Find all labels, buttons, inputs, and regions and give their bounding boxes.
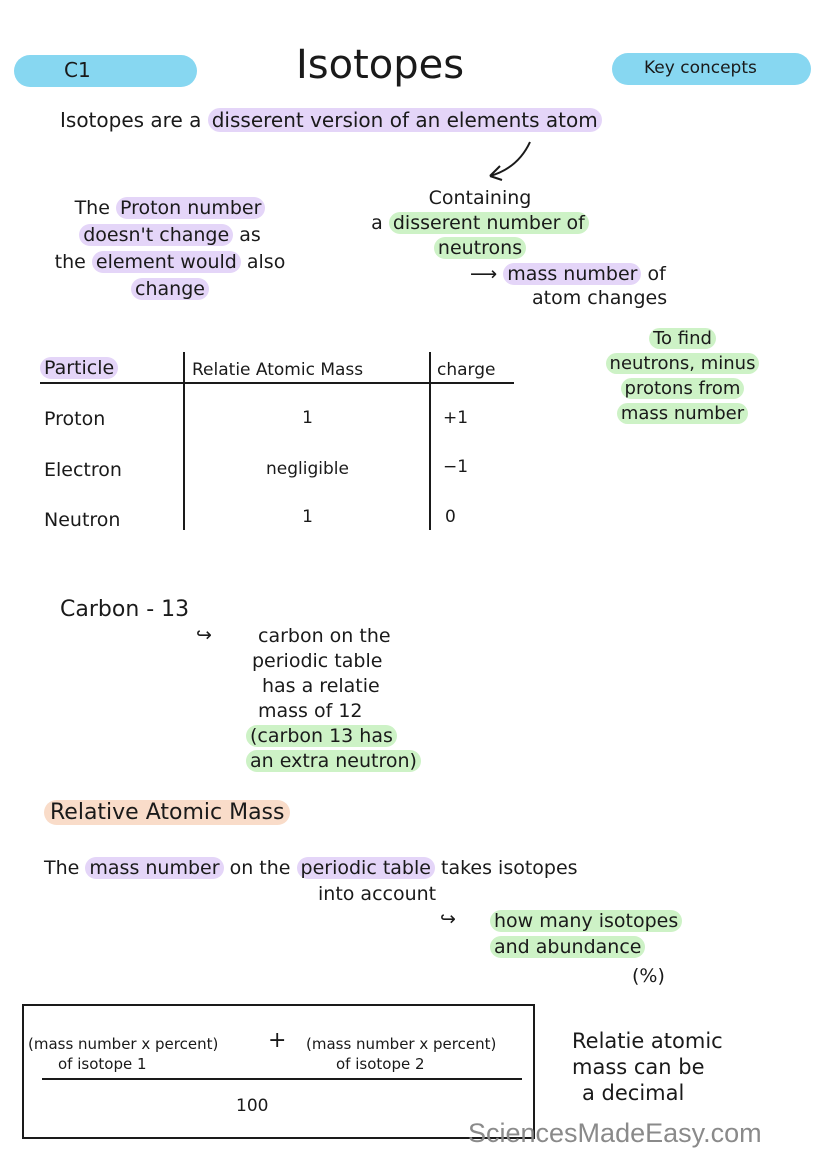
table-cell: 1 xyxy=(302,507,313,527)
table-header-particle: Particle xyxy=(40,357,118,379)
formula-plus: + xyxy=(268,1028,287,1053)
ram-sentence-line1: The mass number on the periodic table takes isotopes xyxy=(44,857,578,879)
page-title: Isotopes xyxy=(296,42,465,88)
table-header-rule xyxy=(40,382,514,384)
key-concepts-label: Key concepts xyxy=(644,58,757,78)
watermark: SciencesMadeEasy.com xyxy=(468,1118,762,1148)
ram-note: how many isotopes and abundance xyxy=(490,908,682,960)
neutron-note-line2: a disserent number of xyxy=(350,211,610,236)
proton-note-line1: The Proton number xyxy=(30,195,310,222)
mass-change-note: ⟶ mass number of atom changes xyxy=(470,263,668,309)
table-cell: 0 xyxy=(445,507,456,527)
find-neutrons-note: To find neutrons, minus protons from mass number xyxy=(590,326,775,426)
proton-note-line2: doesn't change as xyxy=(30,222,310,249)
formula-term-2: (mass number x percent) of isotope 2 xyxy=(306,1035,497,1073)
table-cell: Proton xyxy=(44,408,106,430)
table-header-mass: Relatie Atomic Mass xyxy=(192,360,364,380)
proton-note-line4: change xyxy=(30,276,310,303)
formula-term-1: (mass number x percent) of isotope 1 xyxy=(28,1035,219,1073)
neutron-note-line3: neutrons xyxy=(350,236,610,261)
table-col-rule-2 xyxy=(429,352,431,530)
intro-highlight: disserent version of an elements atom xyxy=(208,108,602,132)
neutron-note-line1: Containing xyxy=(428,187,532,209)
section-heading: Relative Atomic Mass xyxy=(44,800,290,825)
fraction-bar xyxy=(42,1078,522,1080)
proton-note xyxy=(30,195,310,303)
curved-arrow-icon xyxy=(478,138,538,188)
topic-tag-label: C1 xyxy=(64,58,91,82)
ram-arrow-icon: ↪ xyxy=(440,908,456,930)
table-cell: Electron xyxy=(44,459,122,481)
formula-denominator: 100 xyxy=(236,1096,269,1116)
decimal-note: Relatie atomic mass can be a decimal xyxy=(572,1029,723,1105)
table-header-charge: charge xyxy=(437,360,496,380)
table-cell: +1 xyxy=(443,408,469,428)
table-cell: 1 xyxy=(302,408,313,428)
carbon-label: Carbon - 13 xyxy=(60,597,190,622)
table-cell: negligible xyxy=(266,459,349,479)
table-cell: −1 xyxy=(443,457,469,477)
table-cell: Neutron xyxy=(44,509,121,531)
arrow-icon: ⟶ xyxy=(470,263,498,285)
intro-text: Isotopes are a xyxy=(60,108,202,132)
proton-note-line3: the element would also xyxy=(54,251,286,273)
carbon-arrow-icon: ↪ xyxy=(196,624,212,646)
percent-note: (%) xyxy=(632,965,665,987)
table-col-rule-1 xyxy=(183,352,185,530)
topic-tag xyxy=(14,55,197,87)
neutron-note xyxy=(350,186,610,261)
ram-sentence-line2: into account xyxy=(318,883,437,905)
carbon-note: carbon on the periodic table has a relatie mass of 12 (carbon 13 has an extra neutron) xyxy=(246,624,421,774)
intro-sentence xyxy=(60,108,602,132)
